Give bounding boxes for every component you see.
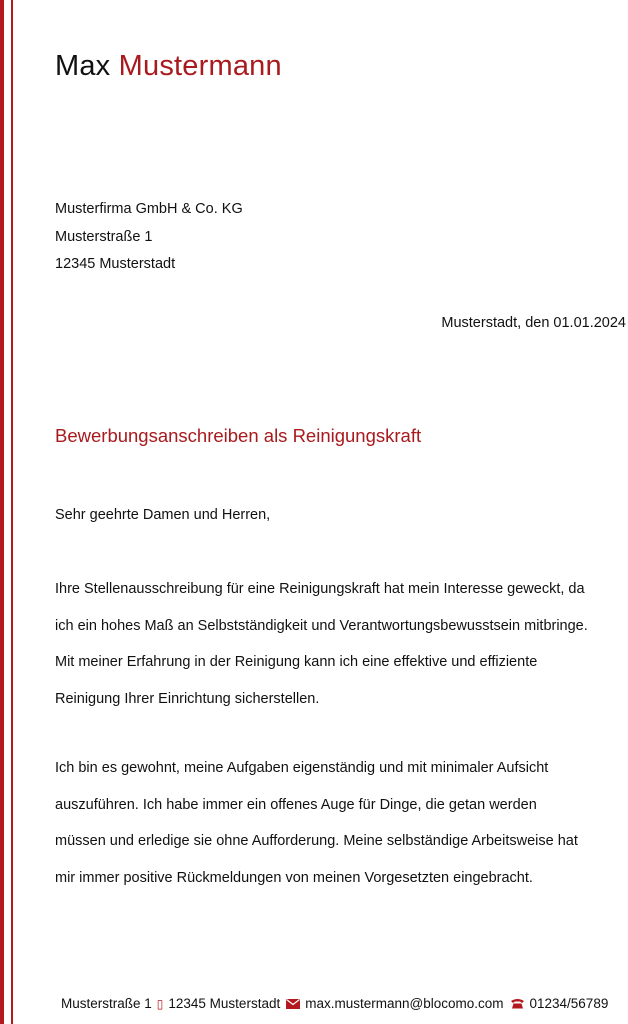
body-line: mir immer positive Rückmeldungen von meinen Vorgesetzten eingebracht.: [55, 869, 533, 886]
left-border-thin: [11, 0, 13, 1024]
left-border-thick: [0, 0, 4, 1024]
phone-icon: [510, 998, 525, 1009]
footer-contact: [61, 996, 608, 1011]
salutation: Sehr geehrte Damen und Herren,: [55, 507, 271, 523]
envelope-icon: [286, 999, 300, 1009]
sender-last-name: Mustermann: [118, 50, 282, 82]
footer-email[interactable]: max.mustermann@blocomo.com: [305, 996, 504, 1011]
footer-phone[interactable]: 01234/56789: [529, 996, 609, 1011]
body-paragraph-2: [55, 750, 623, 896]
body-paragraph-1: [55, 571, 623, 717]
body-line: müssen und erledige sie ohne Aufforderung. Meine selbständige Arbeitsweise hat: [55, 833, 578, 849]
footer-street: Musterstraße 1: [61, 996, 152, 1011]
body-line: auszuführen. Ich habe immer ein offenes Auge für Dinge, die getan werden: [55, 796, 537, 813]
footer-separator: ▯: [156, 996, 164, 1011]
date-line: Musterstadt, den 01.01.2024: [441, 315, 626, 331]
body-line: Ich bin es gewohnt, meine Aufgaben eigenständig und mit minimaler Aufsicht: [55, 760, 549, 776]
body-line: Mit meiner Erfahrung in der Reinigung kann ich eine effektive und effiziente: [55, 654, 538, 670]
body-line: ich ein hohes Maß an Selbstständigkeit und Verantwortungsbewusstsein mitbringe.: [55, 617, 588, 634]
recipient-company: Musterfirma GmbH & Co. KG: [55, 201, 243, 217]
recipient-street: Musterstraße 1: [55, 228, 153, 245]
recipient-city: 12345 Musterstadt: [55, 256, 176, 272]
recipient-address: [55, 196, 243, 279]
sender-first-name: Max: [55, 50, 111, 82]
sender-name: [55, 50, 282, 83]
body-line: Ihre Stellenausschreibung für eine Reinigungskraft hat mein Interesse geweckt, da: [55, 581, 585, 597]
letter-subject: Bewerbungsanschreiben als Reinigungskraft: [55, 425, 422, 446]
footer-city: 12345 Musterstadt: [168, 996, 281, 1011]
body-line: Reinigung Ihrer Einrichtung sicherstellen.: [55, 690, 320, 707]
